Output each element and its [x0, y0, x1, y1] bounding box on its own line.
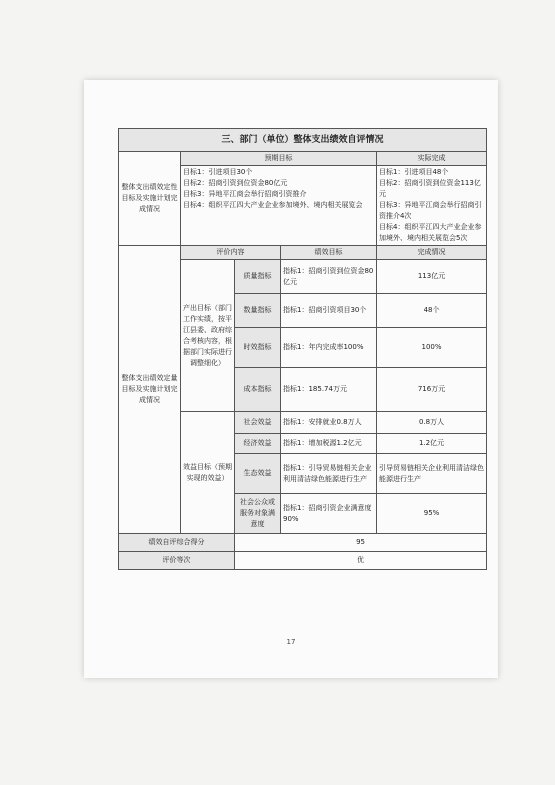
indicator-target: 指标1：招商引资到位资金80亿元 — [281, 260, 377, 294]
indicator-category: 社会公众或服务对象满意度 — [235, 494, 281, 534]
expected-goal-header: 预期目标 — [181, 152, 377, 166]
indicator-category: 社会效益 — [235, 412, 281, 434]
actual-completion-text: 目标1：引进项目48个 目标2：招商引资到位资金113亿元 目标3：异地平江商会举行招商引资推介4次 目标4：组织平江四大产业企业参加境外、境内相关展览会5次 — [377, 166, 487, 246]
expected-goals-text: 目标1：引进项目30个 目标2：招商引资到位资金80亿元 目标3：异地平江商会举行招商引资推介 目标4：组织平江四大产业企业参加境外、境内相关展览会 — [181, 166, 377, 246]
indicator-target: 指标1：185.74万元 — [281, 368, 377, 412]
indicator-target: 指标1：增加税源1.2亿元 — [281, 434, 377, 454]
indicator-category: 经济效益 — [235, 434, 281, 454]
indicator-result: 95% — [377, 494, 487, 534]
indicator-result: 1.2亿元 — [377, 434, 487, 454]
indicator-result: 0.8万人 — [377, 412, 487, 434]
score-value: 95 — [235, 534, 487, 552]
indicator-category: 生态效益 — [235, 454, 281, 494]
indicator-result: 48个 — [377, 294, 487, 328]
performance-table — [118, 128, 487, 570]
benefit-goal-label: 效益目标（预期实现的效益） — [181, 412, 235, 534]
quantitative-section-label: 整体支出绩效定量目标及实施计划完成情况 — [119, 246, 181, 534]
indicator-target: 指标1：安排就业0.8万人 — [281, 412, 377, 434]
indicator-result: 716万元 — [377, 368, 487, 412]
actual-completion-header: 实际完成 — [377, 152, 487, 166]
indicator-target: 指标1：年内完成率100% — [281, 328, 377, 368]
indicator-result: 113亿元 — [377, 260, 487, 294]
indicator-target: 指标1：招商引资项目30个 — [281, 294, 377, 328]
qualitative-section-label: 整体支出绩效定性目标及实施计划完成情况 — [119, 152, 181, 246]
grade-label: 评价等次 — [119, 552, 235, 570]
grade-value: 优 — [235, 552, 487, 570]
completion-header: 完成情况 — [377, 246, 487, 260]
indicator-target: 指标1：引导贸易链相关企业利用清洁绿色能源进行生产 — [281, 454, 377, 494]
indicator-header: 绩效目标 — [281, 246, 377, 260]
indicator-category: 质量指标 — [235, 260, 281, 294]
indicator-result: 100% — [377, 328, 487, 368]
output-goal-label: 产出目标（部门工作实绩，按平江县委、政府综合考核内容，根据部门实际进行调整细化） — [181, 260, 235, 412]
indicator-target: 指标1：招商引资企业满意度90% — [281, 494, 377, 534]
document-page — [84, 80, 498, 678]
page-number: 17 — [286, 638, 296, 646]
table-title: 三、部门（单位）整体支出绩效自评情况 — [119, 129, 487, 152]
indicator-category: 数量指标 — [235, 294, 281, 328]
indicator-category: 成本指标 — [235, 368, 281, 412]
score-label: 绩效自评综合得分 — [119, 534, 235, 552]
indicator-category: 时效指标 — [235, 328, 281, 368]
indicator-result: 引导贸易链相关企业利用清洁绿色能源进行生产 — [377, 454, 487, 494]
eval-content-header: 评价内容 — [181, 246, 281, 260]
